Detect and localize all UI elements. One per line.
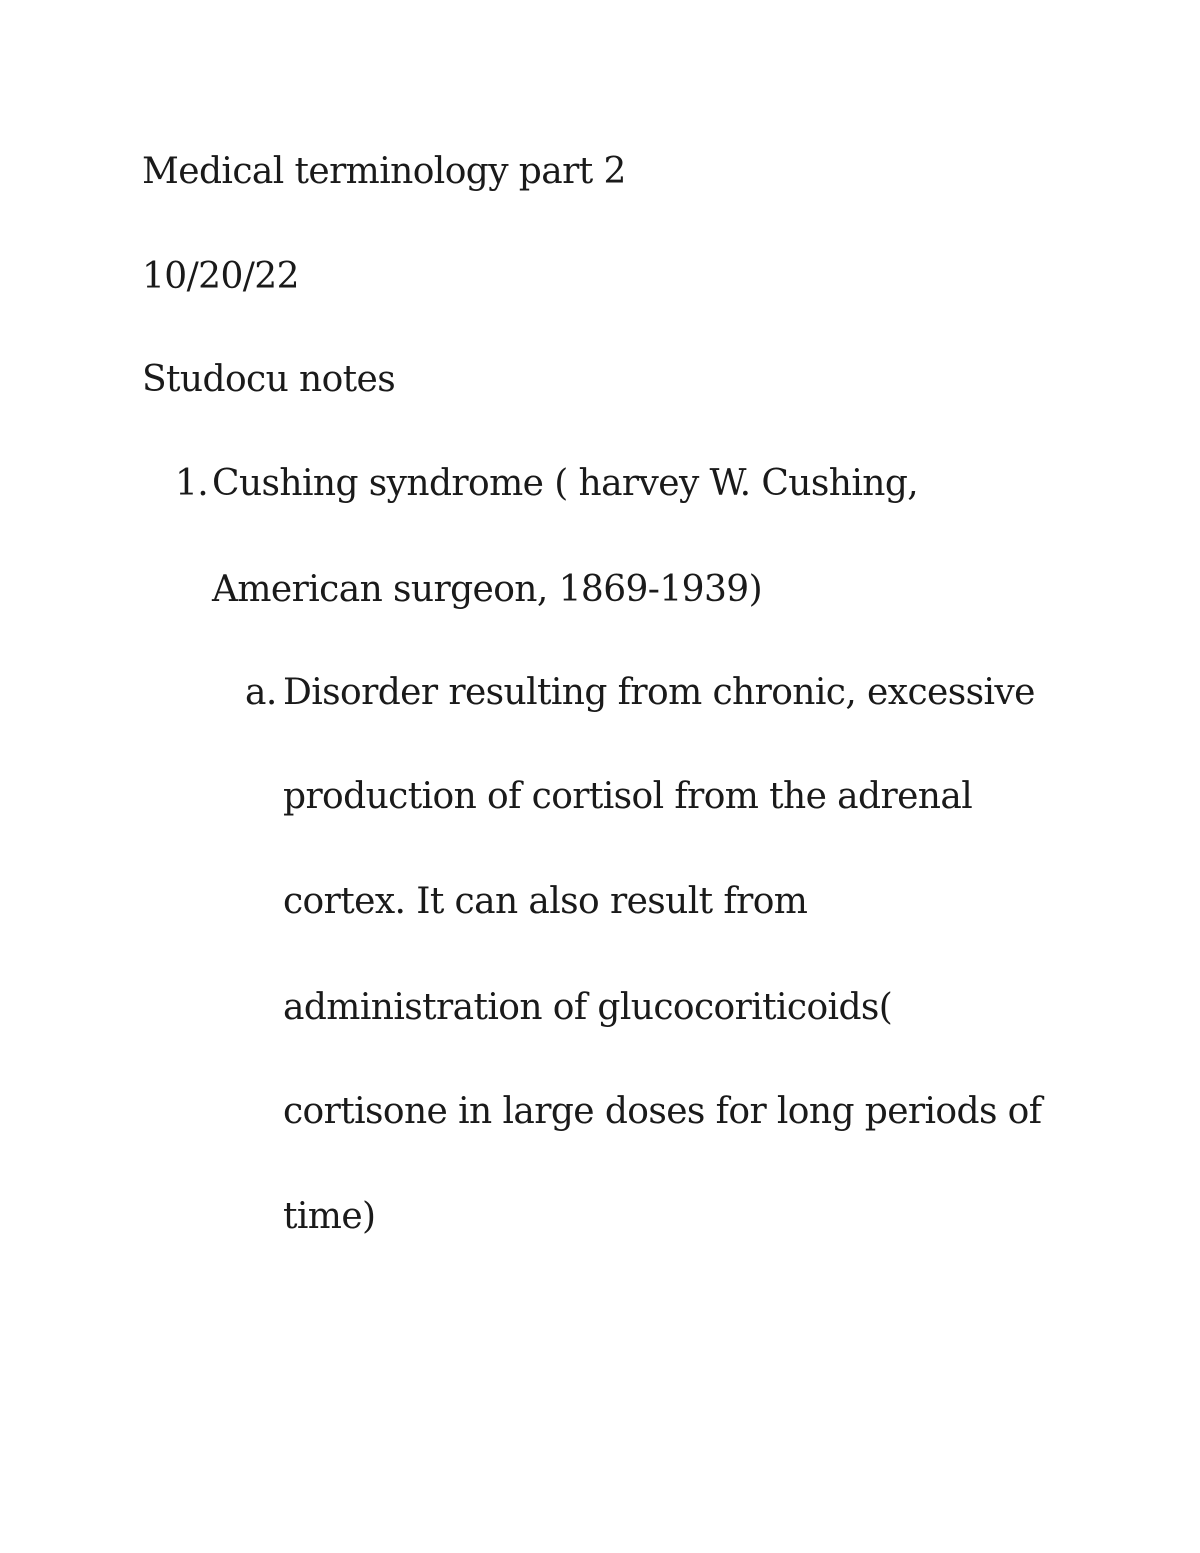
sub-list-item-line: production of cortisol from the adrenal — [283, 776, 973, 817]
sub-list-item-line: Disorder resulting from chronic, excessive — [283, 672, 1035, 713]
sub-list-marker: a. — [245, 672, 277, 713]
sub-list-item-line: time) — [283, 1196, 376, 1237]
list-item-line: Cushing syndrome ( harvey W. Cushing, — [212, 463, 919, 504]
sub-list-item-line: cortisone in large doses for long periods of — [283, 1091, 1042, 1132]
sub-list-item-line: administration of glucocoriticoids( — [283, 987, 893, 1028]
sub-list-item-line: cortex. It can also result from — [283, 881, 808, 922]
list-item-line: American surgeon, 1869-1939) — [212, 569, 763, 610]
document-date: 10/20/22 — [142, 256, 299, 297]
document-source: Studocu notes — [142, 359, 396, 400]
list-marker: 1. — [175, 463, 209, 504]
document-title: Medical terminology part 2 — [142, 151, 626, 192]
